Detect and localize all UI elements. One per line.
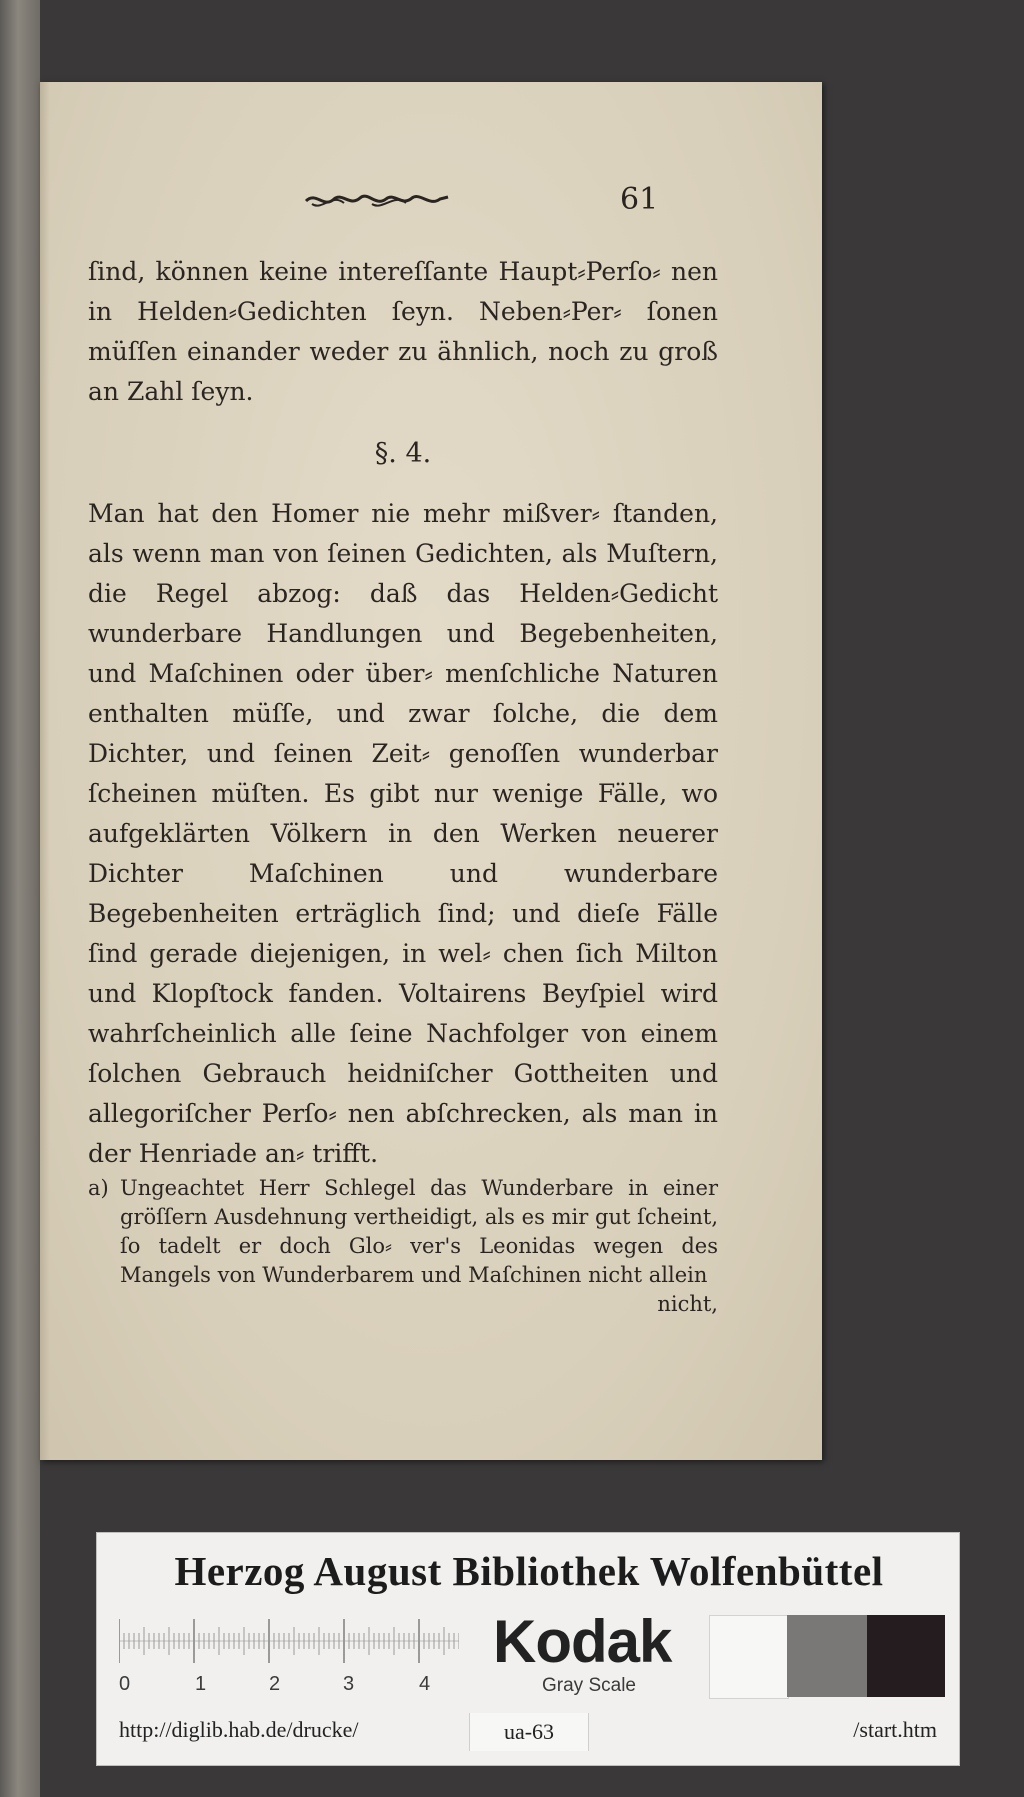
kodak-logo: Kodak <box>493 1608 672 1675</box>
url-prefix: http://diglib.hab.de/drucke/ <box>119 1717 359 1742</box>
page-gutter-shadow <box>40 82 50 1460</box>
footnote-mark: a) <box>88 1176 109 1200</box>
ruler-icon <box>119 1615 459 1667</box>
book-binding-edge <box>0 0 40 1797</box>
color-calibration-card <box>96 1532 960 1766</box>
library-name: Herzog August Bibliothek Wolfenbüttel <box>174 1548 884 1594</box>
body-text <box>88 252 718 1319</box>
paragraph-top: ſind, können keine intereſſante Haupt⸗Perſo⸗ nen in Helden⸗Gedichten ſeyn. Neben⸗Per⸗ ſonen müſſen einander weder zu ähnlich, noch zu groß an Zahl ſeyn. <box>88 257 718 406</box>
swatch-white <box>709 1615 789 1699</box>
ruler-number: 2 <box>269 1673 281 1695</box>
grayscale-label: Gray Scale <box>542 1675 636 1696</box>
ruler-number: 1 <box>195 1673 207 1695</box>
ruler-number: 0 <box>119 1673 131 1695</box>
book-page <box>40 82 822 1460</box>
swatch-gray <box>787 1615 867 1697</box>
url-id: ua-63 <box>469 1713 589 1751</box>
header-ornament-icon <box>302 189 452 211</box>
page-number: 61 <box>620 182 659 217</box>
footnote <box>88 1174 718 1290</box>
section-heading: §. 4. <box>374 438 432 469</box>
url-suffix: /start.htm <box>853 1717 937 1742</box>
paragraph-main: Man hat den Homer nie mehr mißver⸗ ſtanden, als wenn man von ſeinen Gedichten, als Muſtern, die Regel abzog: daß das Helden⸗Gedicht wunderbare Handlungen und Begebenheiten, und Maſchinen oder über⸗ menſchliche Naturen enthalten müſſe, und zwar ſolche, die dem Dichter, und ſeinen Zeit⸗ genoſſen wunderbar ſcheinen müſten. Es gibt nur wenige Fälle, wo aufgeklärten Völkern in den Werken neuerer Dichter Maſchinen und wunderbare Begebenheiten erträglich ſind; und dieſe Fälle ſind gerade diejenigen, in wel⸗ chen ſich Milton und Klopſtock fanden. Voltairens Beyſpiel wird wahrſcheinlich alle ſeine Nachfolger von einem ſolchen Gebrauch heidniſcher Gottheiten und allegoriſcher Perſo⸗ nen abſchrecken, als man in der Henriade an⸗ trifft. <box>88 499 718 1168</box>
footnote-text: Ungeachtet Herr Schlegel das Wunderbare in einer gröſſern Ausdehnung vertheidigt, als es mir gut ſcheint, ſo tadelt er doch Glo⸗ ver's Leonidas wegen des Mangels von Wunderbarem und Maſchinen nicht allein <box>120 1176 718 1287</box>
ruler-number: 4 <box>419 1673 431 1695</box>
catchword: nicht, <box>657 1292 718 1316</box>
swatch-black <box>867 1615 945 1697</box>
ruler-number: 3 <box>343 1673 355 1695</box>
